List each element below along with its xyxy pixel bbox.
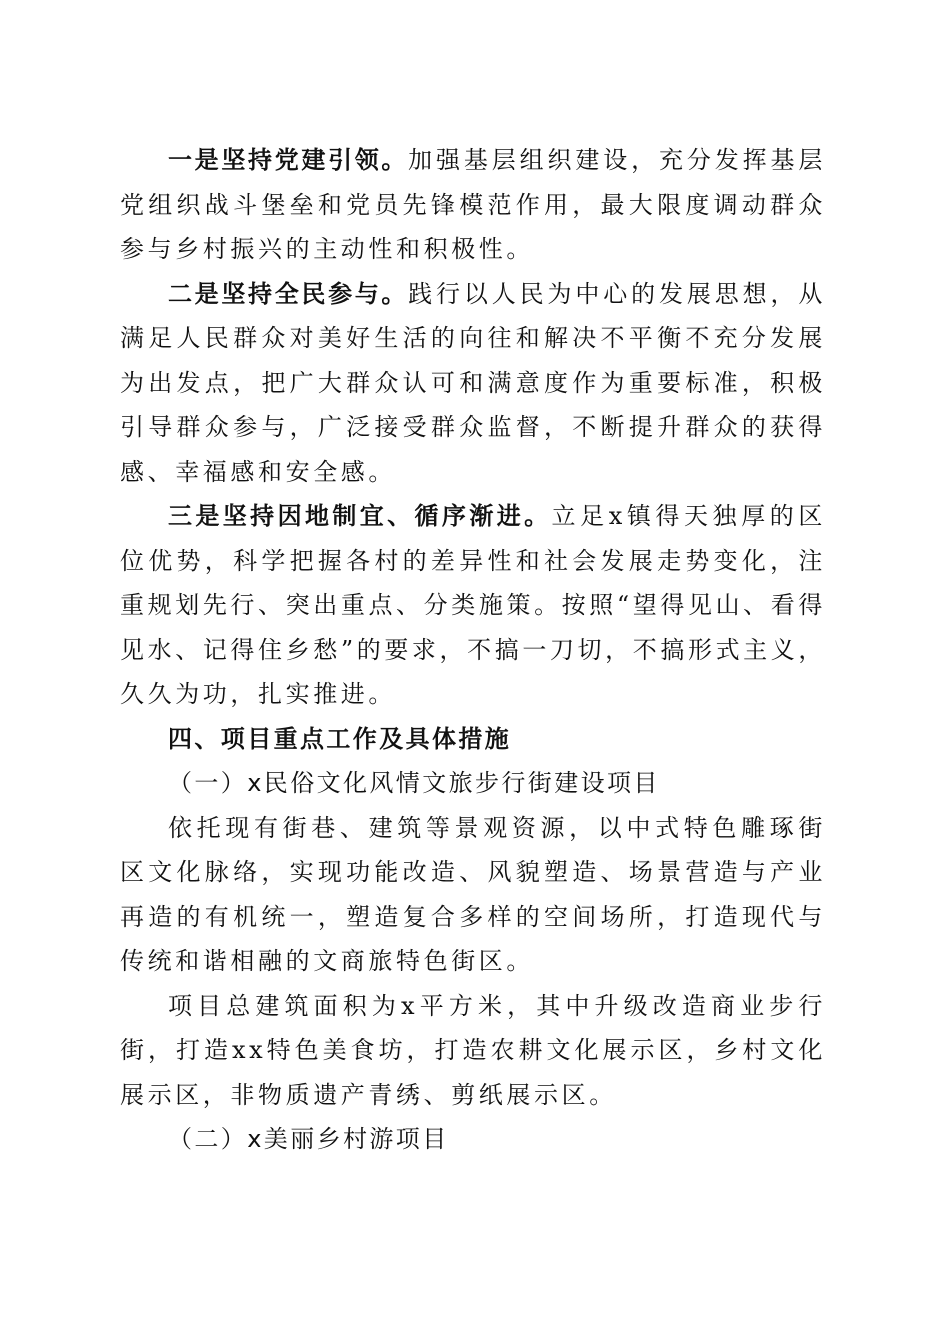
principle-1-lead: 一是坚持党建引领。 <box>168 146 409 174</box>
section-heading: 四、项目重点工作及具体措施 <box>168 724 512 753</box>
paragraph-principle-2 <box>120 272 826 495</box>
paragraph-principle-1 <box>120 138 826 272</box>
project-2-title: （二）x美丽乡村游项目 <box>168 1125 449 1153</box>
principle-1-text: 加强基层组织建设，充分发挥基层党组织战斗堡垒和党员先锋模范作用，最大限度调动群众参与乡村振兴的主动性和积极性。 <box>120 146 826 263</box>
project-1-title: （一）x民俗文化风情文旅步行街建设项目 <box>168 769 660 797</box>
document-body <box>120 138 826 1162</box>
principle-3-text: 立足x镇得天独厚的区位优势，科学把握各村的差异性和社会发展走势变化，注重规划先行、突出重点、分类施策。按照“望得见山、看得见水、记得住乡愁”的要求，不搞一刀切，不搞形式主义，久久为功，扎实推进。 <box>120 502 826 708</box>
principle-2-text: 践行以人民为中心的发展思想，从满足人民群众对美好生活的向往和解决不平衡不充分发展为出发点，把广大群众认可和满意度作为重要标准，积极引导群众参与，广泛接受群众监督，不断提升群众的获得感、幸福感和安全感。 <box>120 279 826 486</box>
principle-2-lead: 二是坚持全民参与。 <box>168 279 409 308</box>
project-1-paragraph-1: 依托现有街巷、建筑等景观资源，以中式特色雕琢街区文化脉络，实现功能改造、风貌塑造、场景营造与产业再造的有机统一，塑造复合多样的空间场所，打造现代与传统和谐相融的文商旅特色街区。 <box>120 813 826 975</box>
project-1-paragraph-2: 项目总建筑面积为x平方米，其中升级改造商业步行街，打造xx特色美食坊，打造农耕文化展示区，乡村文化展示区，非物质遗产青绣、剪纸展示区。 <box>120 991 826 1109</box>
paragraph-principle-3 <box>120 494 826 717</box>
principle-3-lead: 三是坚持因地制宜、循序渐进。 <box>168 502 552 530</box>
